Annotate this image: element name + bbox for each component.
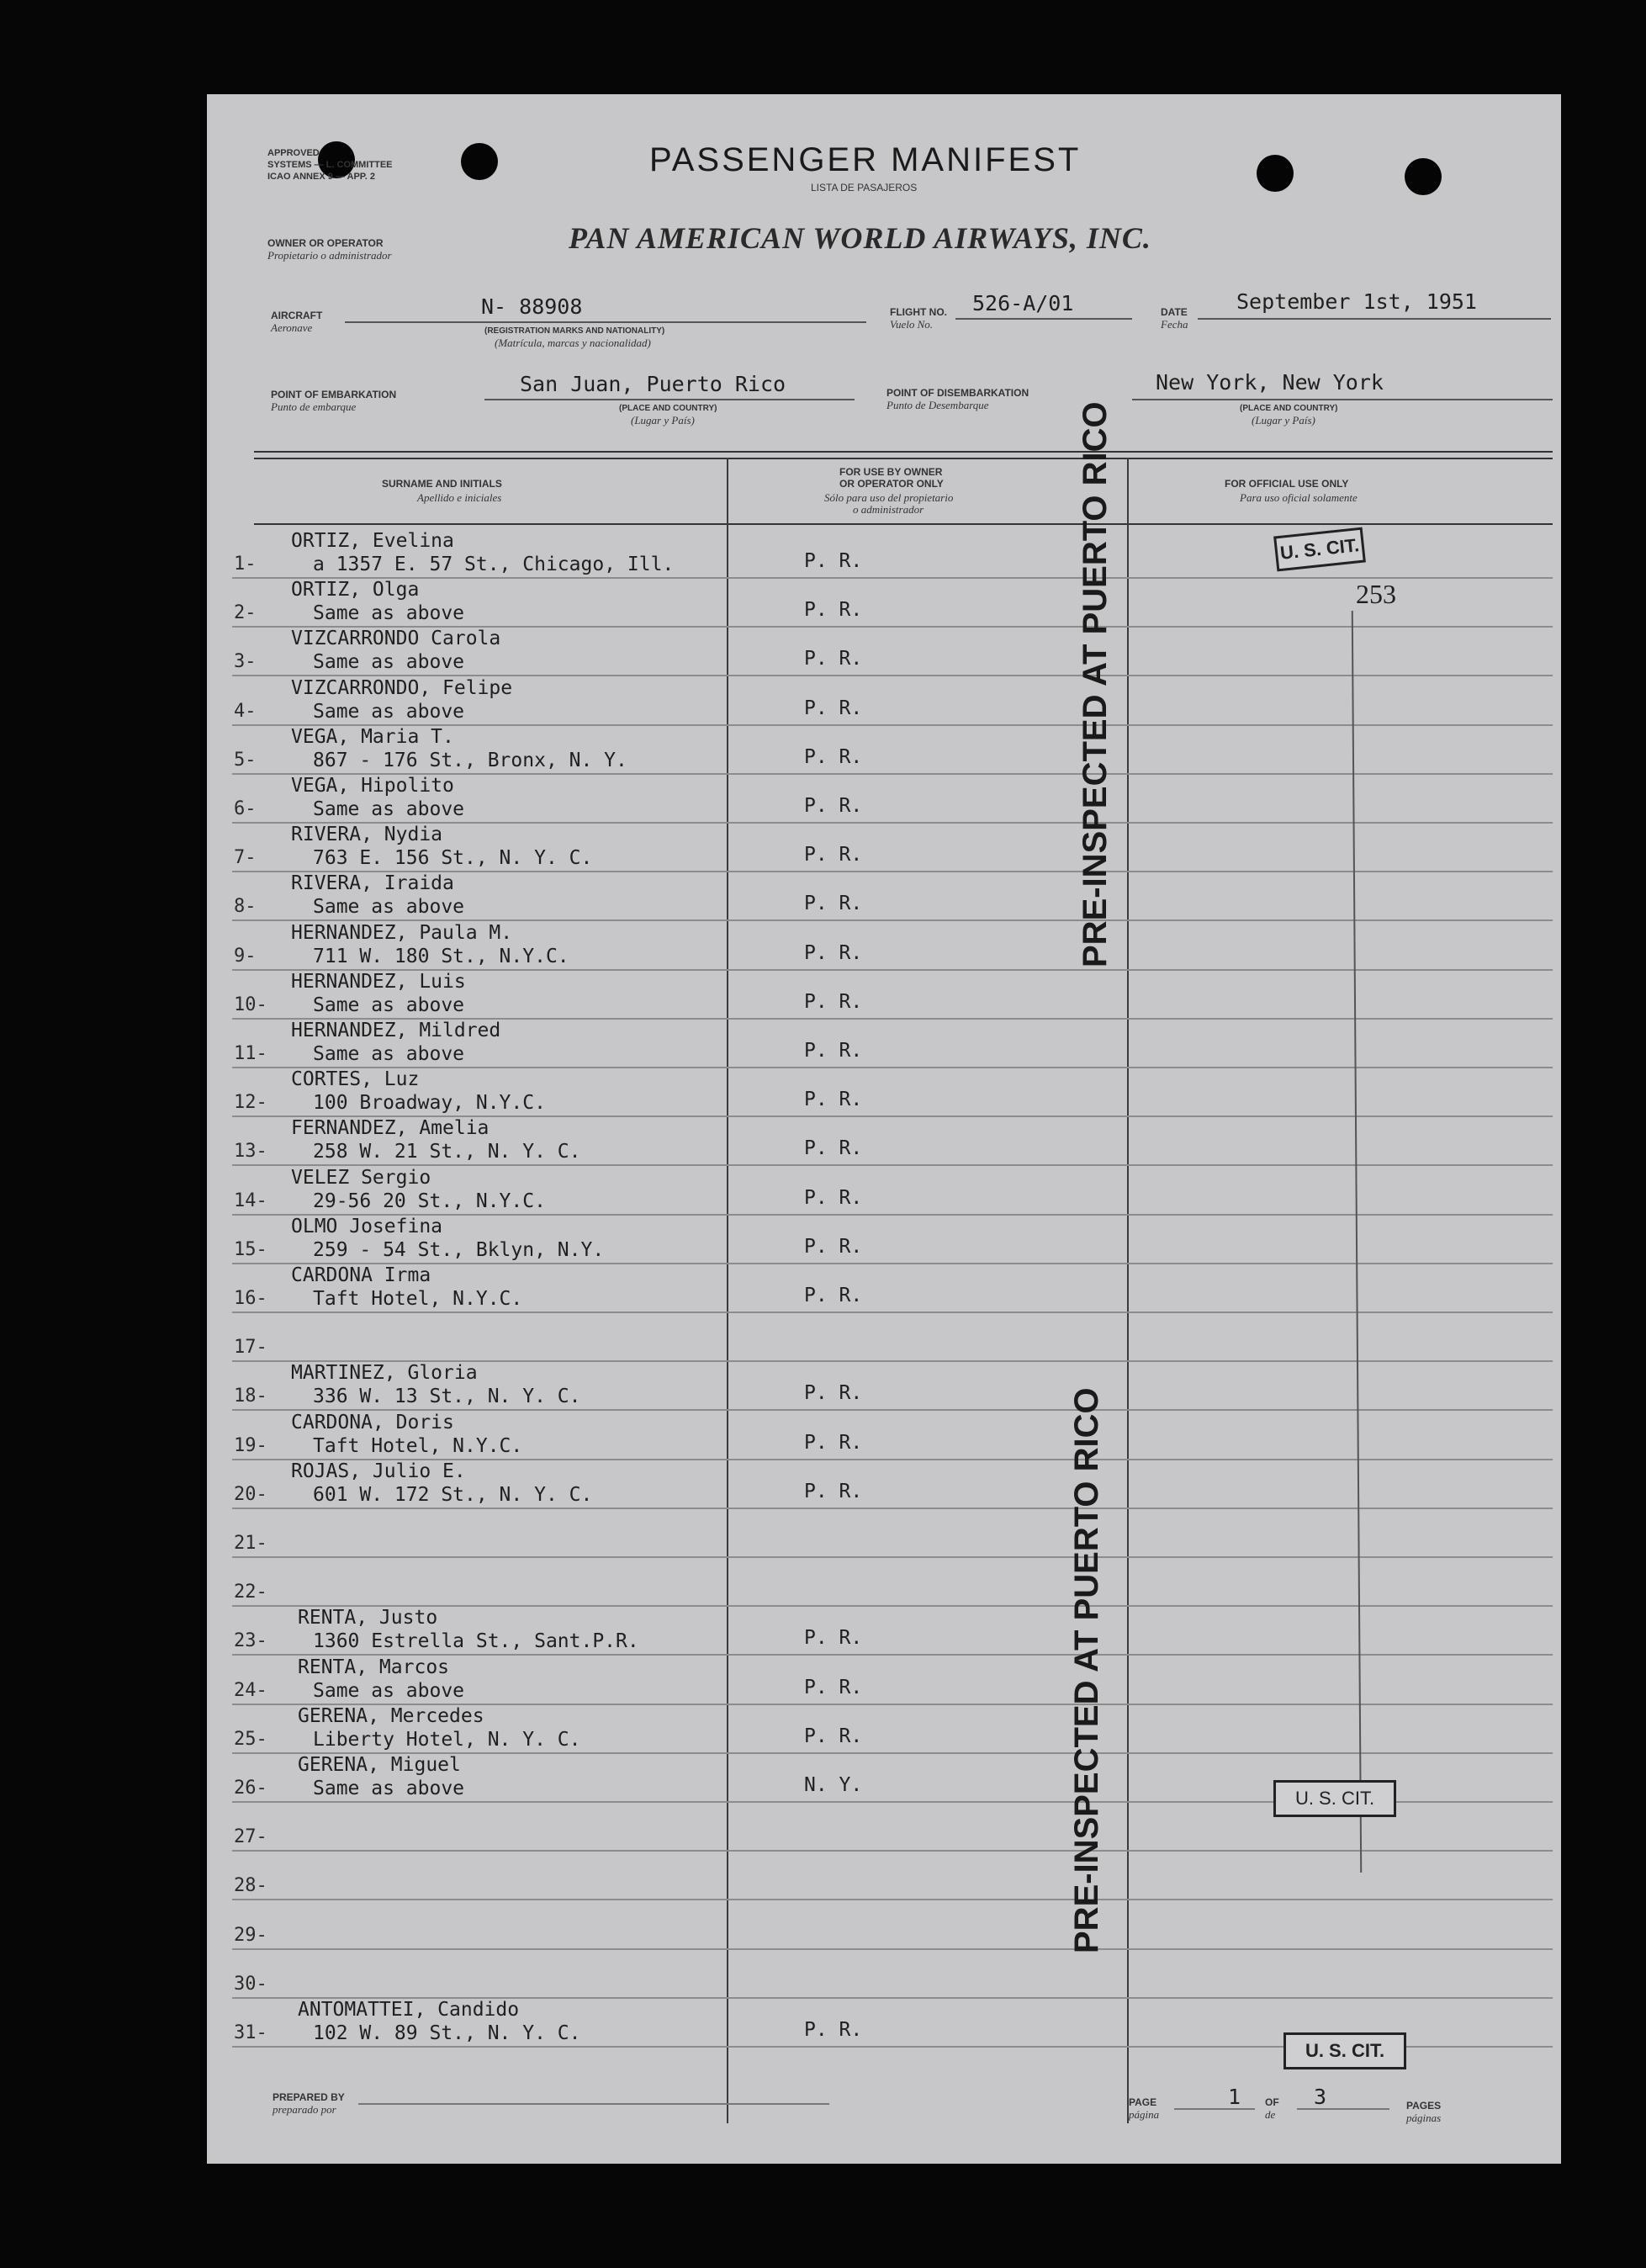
approval-line-1: APPROVED [267,148,320,158]
row-number: 29- [234,1924,267,1946]
col-official-header: FOR OFFICIAL USE ONLY [1225,478,1349,490]
passenger-code: P. R. [804,745,863,768]
col-owner-header-2: OR OPERATOR ONLY [839,478,944,490]
row-number: 24- [234,1679,267,1701]
row-number: 11- [234,1043,267,1064]
row-number: 27- [234,1826,267,1848]
row-divider [232,1508,1553,1509]
passenger-code: P. R. [804,893,863,915]
passenger-code: P. R. [804,1285,863,1306]
passenger-address: 336 W. 13 St., N. Y. C. [313,1386,581,1408]
embark-value: San Juan, Puerto Rico [520,372,786,396]
passenger-name: ANTOMATTEI, Candido [298,1999,520,2021]
passenger-name: VIZCARRONDO Carola [291,628,501,650]
passenger-code: P. R. [804,1676,863,1698]
disembark-place-note-es: (Lugar y País) [1252,414,1315,427]
operator-name: PAN AMERICAN WORLD AIRWAYS, INC. [569,221,1151,255]
passenger-name: RENTA, Marcos [298,1656,450,1678]
passenger-code: P. R. [804,1431,863,1454]
row-number: 14- [234,1190,267,1211]
row-divider [232,1850,1553,1852]
page-subtitle: LISTA DE PASAJEROS [811,182,918,193]
of-label-es: de [1265,2108,1276,2121]
row-number: 25- [234,1728,267,1750]
us-cit-stamp-1: U. S. CIT. [1273,527,1366,572]
passenger-code: P. R. [804,550,863,572]
disembark-place-note: (PLACE AND COUNTRY) [1240,404,1338,413]
row-number: 6- [234,798,257,819]
punch-hole [1405,158,1442,195]
embark-label: POINT OF EMBARKATION [271,389,397,400]
row-number: 22- [234,1582,267,1603]
passenger-name: FERNANDEZ, Amelia [291,1117,490,1140]
passenger-name: GERENA, Miguel [298,1754,461,1776]
pages-label: PAGES [1406,2100,1442,2112]
row-number: 7- [234,847,257,869]
page-value: 1 [1228,2085,1241,2109]
passenger-address: Same as above [313,602,465,625]
passenger-address: Liberty Hotel, N. Y. C. [313,1728,581,1751]
passenger-name: RENTA, Justo [298,1607,438,1629]
approval-line-3: ICAO ANNEX 9 — APP. 2 [267,172,375,182]
passenger-code: P. R. [804,1235,863,1258]
row-number: 13- [234,1141,267,1163]
passenger-code: P. R. [804,697,863,719]
passenger-name: HERNANDEZ, Paula M. [291,921,513,944]
passenger-name: GERENA, Mercedes [298,1704,484,1727]
aircraft-value: N- 88908 [481,294,583,319]
embark-label-es: Punto de embarque [271,400,357,413]
preinspected-stamp-1: PRE-INSPECTED AT PUERTO RICO [1077,401,1114,967]
passenger-address: Same as above [313,896,465,919]
passenger-name: VEGA, Maria T. [291,725,454,748]
us-cit-stamp-3: U. S. CIT. [1283,2032,1406,2069]
passenger-address: 100 Broadway, N.Y.C. [313,1092,546,1115]
passenger-code: P. R. [804,844,863,866]
disembark-value: New York, New York [1156,370,1384,395]
passenger-name: CARDONA Irma [291,1264,431,1286]
passenger-name: RIVERA, Iraida [291,872,454,895]
row-number: 18- [234,1386,267,1407]
passenger-code: P. R. [804,648,863,670]
col-surname-header: SURNAME AND INITIALS [382,478,502,490]
passenger-code: P. R. [804,1480,863,1502]
row-number: 30- [234,1973,267,1995]
us-cit-stamp-2: U. S. CIT. [1273,1780,1396,1817]
passenger-name: HERNANDEZ, Luis [291,970,466,993]
disembark-label: POINT OF DISEMBARKATION [887,387,1029,399]
passenger-address: Same as above [313,700,465,723]
date-value: September 1st, 1951 [1236,289,1477,314]
col-owner-header-es-2: o administrador [853,503,924,516]
passenger-address: 102 W. 89 St., N. Y. C. [313,2022,581,2044]
passenger-code: P. R. [804,2019,863,2041]
passenger-address: Same as above [313,1778,465,1799]
passenger-name: ROJAS, Julio E. [291,1460,466,1482]
passenger-address: a 1357 E. 57 St., Chicago, Ill. [313,554,675,575]
row-divider [232,1312,1553,1313]
passenger-code: P. R. [804,1725,863,1747]
passenger-code: P. R. [804,1186,863,1209]
row-number: 26- [234,1778,267,1799]
passenger-address: Same as above [313,1679,465,1702]
passenger-code: P. R. [804,795,863,817]
embark-place-note-es: (Lugar y País) [631,414,695,427]
row-number: 16- [234,1288,267,1309]
aircraft-note: (REGISTRATION MARKS AND NATIONALITY) [484,326,665,336]
passenger-address: Taft Hotel, N.Y.C. [313,1288,523,1310]
preinspected-stamp-2: PRE-INSPECTED AT PUERTO RICO [1068,1387,1105,1953]
row-number: 17- [234,1337,267,1359]
row-number: 1- [234,554,257,575]
row-divider [232,1948,1553,1950]
passenger-code: P. R. [804,1382,863,1405]
passenger-code: P. R. [804,1137,863,1160]
passenger-name: VELEZ Sergio [291,1166,431,1189]
passenger-code: P. R. [804,1040,863,1062]
prepared-by-label: PREPARED BY [273,2091,345,2103]
aircraft-label: AIRCRAFT [271,310,323,321]
row-number: 3- [234,651,257,673]
row-number: 31- [234,2022,267,2043]
passenger-code: P. R. [804,941,863,964]
owner-label: OWNER OR OPERATOR [267,237,384,249]
disembark-label-es: Punto de Desembarque [887,399,989,411]
row-divider [232,577,1553,579]
row-number: 20- [234,1483,267,1505]
passenger-address: Same as above [313,994,465,1016]
passenger-name: CORTES, Luz [291,1068,420,1091]
row-number: 2- [234,602,257,624]
row-number: 21- [234,1533,267,1554]
official-check-line [1352,611,1362,1873]
passenger-address: Same as above [313,798,465,820]
passenger-address: Same as above [313,651,465,674]
row-number: 15- [234,1238,267,1260]
row-number: 19- [234,1434,267,1456]
punch-hole [1257,155,1294,192]
embark-place-note: (PLACE AND COUNTRY) [619,404,717,413]
passenger-address: Same as above [313,1043,465,1065]
passenger-address: 29-56 20 St., N.Y.C. [313,1190,546,1212]
passenger-name: CARDONA, Doris [291,1411,454,1433]
official-count: 253 [1356,579,1396,609]
col-owner-header-1: FOR USE BY OWNER [839,466,943,478]
row-number: 12- [234,1092,267,1114]
passenger-name: MARTINEZ, Gloria [291,1362,478,1385]
aircraft-note-es: (Matrícula, marcas y nacionalidad) [495,336,651,349]
col-official-header-es: Para uso oficial solamente [1240,491,1358,504]
flight-value: 526-A/01 [972,291,1074,315]
passenger-address: 867 - 176 St., Bronx, N. Y. [313,749,627,771]
row-number: 10- [234,994,267,1015]
date-label: DATE [1161,306,1188,318]
row-divider [232,1556,1553,1558]
passenger-address: 711 W. 180 St., N.Y.C. [313,945,569,967]
passenger-name: VEGA, Hipolito [291,775,454,797]
owner-label-es: Propietario o administrador [267,249,392,262]
date-label-es: Fecha [1161,318,1188,331]
prepared-by-label-es: preparado por [273,2103,336,2116]
punch-hole [461,143,498,180]
row-number: 4- [234,700,257,722]
row-number: 28- [234,1875,267,1897]
passenger-code: P. R. [804,990,863,1013]
passenger-code: N. Y. [804,1774,863,1796]
passenger-address: 1360 Estrella St., Sant.P.R. [313,1630,639,1653]
passenger-name: VIZCARRONDO, Felipe [291,676,513,699]
aircraft-label-es: Aeronave [271,321,313,334]
passenger-address: 601 W. 172 St., N. Y. C. [313,1483,593,1506]
of-value: 3 [1314,2085,1327,2109]
passenger-code: P. R. [804,1089,863,1111]
page-title: PASSENGER MANIFEST [649,141,1082,178]
passenger-name: ORTIZ, Olga [291,579,420,601]
row-number: 9- [234,945,257,967]
passenger-address: 258 W. 21 St., N. Y. C. [313,1141,581,1163]
passenger-address: 259 - 54 St., Bklyn, N.Y. [313,1238,605,1261]
of-label: OF [1265,2096,1279,2108]
page-label: PAGE [1129,2096,1157,2108]
passenger-code: P. R. [804,599,863,622]
row-divider [232,1899,1553,1900]
passenger-name: ORTIZ, Evelina [291,530,454,552]
page-label-es: página [1129,2108,1160,2121]
row-number: 8- [234,896,257,918]
col-owner-header-es-1: Sólo para uso del propietario [824,491,954,504]
passenger-name: HERNANDEZ, Mildred [291,1020,501,1041]
passenger-address: Taft Hotel, N.Y.C. [313,1434,523,1457]
flight-label-es: Vuelo No. [890,318,934,331]
row-number: 5- [234,749,257,771]
col-surname-header-es: Apellido e iniciales [417,491,502,504]
passenger-name: OLMO Josefina [291,1215,443,1237]
approval-line-2: SYSTEMS — L. COMMITTEE [267,160,393,170]
passenger-address: 763 E. 156 St., N. Y. C. [313,847,593,870]
flight-label: FLIGHT NO. [890,306,947,318]
passenger-name: RIVERA, Nydia [291,824,443,846]
manifest-sheet [207,94,1561,2164]
passenger-code: P. R. [804,1627,863,1650]
pages-label-es: páginas [1406,2112,1442,2124]
row-number: 23- [234,1630,267,1652]
